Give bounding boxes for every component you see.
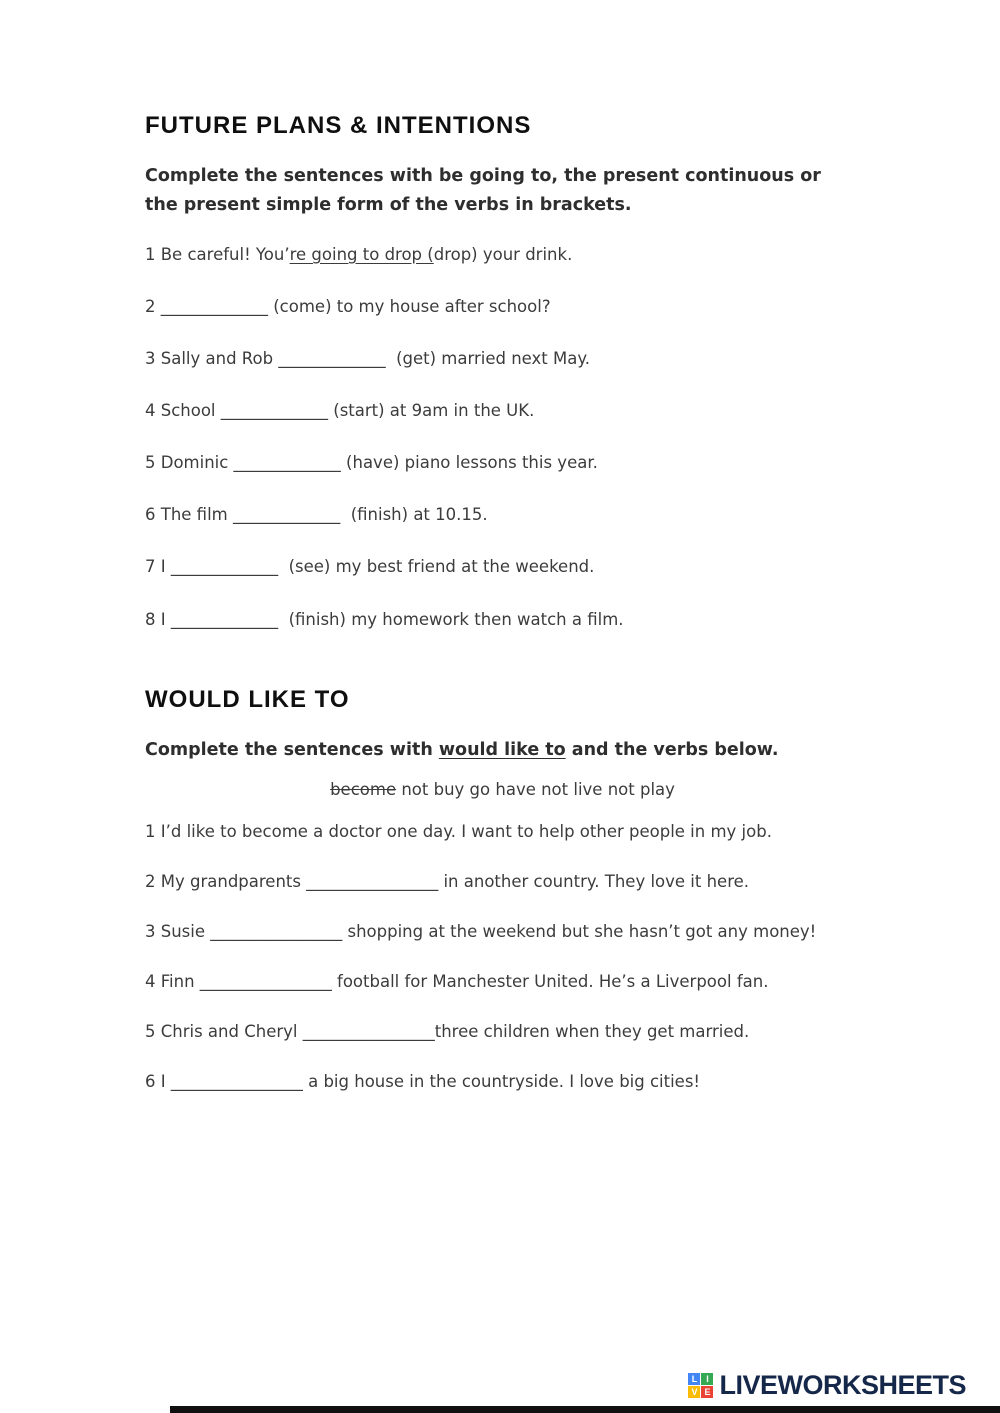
logo-square-v: V (688, 1386, 700, 1398)
exercise1-item-2: 2 _____________ (come) to my house after school? (145, 296, 551, 316)
exercise1-item-1 (145, 244, 860, 265)
exercise1-item-3: 3 Sally and Rob _____________ (get) married next May. (145, 348, 591, 368)
exercise1-items (145, 244, 860, 630)
worksheet-content (145, 0, 860, 1092)
exercise2-item-4: 4 Finn ________________ football for Manchester United. He’s a Liverpool fan. (145, 971, 769, 991)
word-bank (145, 780, 860, 799)
liveworksheets-logo[interactable] (688, 1370, 966, 1401)
exercise2-item-2: 2 My grandparents ________________ in another country. They love it here. (145, 871, 750, 891)
wordbank-struck-word: become (330, 779, 397, 799)
exercise1-item-6: 6 The film _____________ (finish) at 10.15. (145, 505, 488, 525)
bottom-bar (170, 1406, 1000, 1413)
logo-square-e: E (701, 1386, 713, 1398)
wordbank-words: not buy go have not live not play (396, 779, 675, 799)
exercise2-item-6: 6 I ________________ a big house in the countryside. I love big cities! (145, 1072, 701, 1092)
instructions-text: and the verbs below. (565, 739, 779, 760)
exercise2-items (145, 821, 860, 1093)
exercise2-item-3: 3 Susie ________________ shopping at the weekend but she hasn’t got any money! (145, 921, 817, 941)
liveworksheets-icon (688, 1373, 713, 1398)
item-text: drop) your drink. (433, 244, 573, 264)
item-text: 1 Be careful! You’ (145, 244, 290, 264)
exercise1-item-4: 4 School _____________ (start) at 9am in the UK. (145, 401, 535, 421)
exercise2-item-5: 5 Chris and Cheryl ________________three children when they get married. (145, 1021, 750, 1041)
logo-square-l: L (688, 1373, 700, 1385)
section1-title: FUTURE PLANS & INTENTIONS (145, 112, 532, 139)
logo-square-i: I (701, 1373, 713, 1385)
liveworksheets-brand-text: LIVEWORKSHEETS (719, 1370, 966, 1400)
exercise1-item-5: 5 Dominic _____________ (have) piano lessons this year. (145, 453, 598, 473)
section2-title: WOULD LIKE TO (145, 685, 350, 713)
item-answer-underlined: re going to drop ( (289, 244, 434, 264)
instructions-underlined-phrase: would like to (438, 739, 566, 760)
exercise2-item-1: 1 I’d like to become a doctor one day. I want to help other people in my job. (145, 821, 772, 841)
instructions-text: Complete the sentences with (145, 739, 439, 760)
section2-instructions (145, 736, 845, 765)
exercise1-item-8: 8 I _____________ (finish) my homework then watch a film. (145, 609, 624, 629)
section1-instructions: Complete the sentences with be going to, the present continuous or the present simple form of the verbs in brackets. (145, 166, 828, 215)
exercise1-item-7: 7 I _____________ (see) my best friend at the weekend. (145, 557, 595, 577)
